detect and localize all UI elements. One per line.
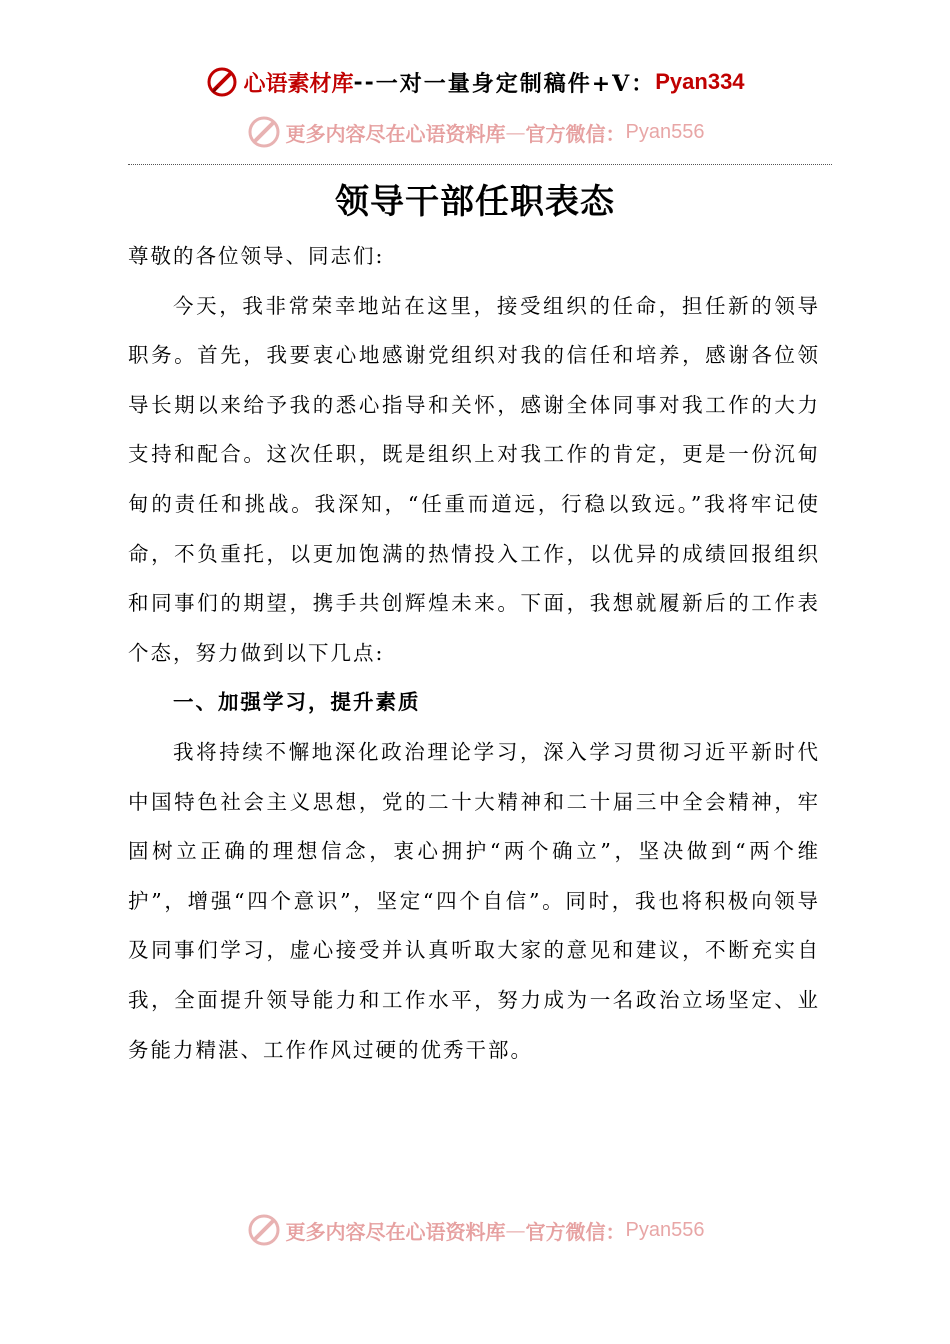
watermark-main: 更多内容尽在心语资料库 xyxy=(285,121,506,146)
watermark-label: 官方微信： xyxy=(525,121,626,146)
pen-logo-icon xyxy=(246,114,282,150)
intro-paragraph: 今天，我非常荣幸地站在这里，接受组织的任命，担任新的领导职务。首先，我要衷心地感谢党组织对我的信任和培养，感谢各位领导长期以来给予我的悉心指导和关怀，感谢全体同事对我工作的大力支持和配合。这次任职，既是组织上对我工作的肯定，更是一份沉甸甸的责任和挑战。我深知，“任重而道远，行稳以致远。”我将牢记使命，不负重托，以更加饱满的热情投入工作，以优异的成绩回报组织和同事们的期望，携手共创辉煌未来。下面，我想就履新后的工作表个态，努力做到以下几点: xyxy=(128,293,820,665)
header-dashes: -- xyxy=(353,69,376,95)
watermark-top xyxy=(0,112,950,152)
document-body xyxy=(128,232,820,1075)
watermark-separator: — xyxy=(505,120,526,144)
header-service: 一对一量身定制稿件+V： xyxy=(375,70,656,97)
watermark-label: 官方微信： xyxy=(525,1219,626,1244)
header-divider xyxy=(128,164,832,165)
pen-logo-icon xyxy=(246,1212,282,1248)
section-1-heading: 一、加强学习，提升素质 xyxy=(173,690,421,715)
header-contact: Pyan334 xyxy=(655,69,745,94)
section-1-paragraph: 我将持续不懈地深化政治理论学习，深入学习贯彻习近平新时代中国特色社会主义思想，党的二十大精神和二十届三中全会精神，牢固树立正确的理想信念，衷心拥护“两个确立”，坚决做到“两个维护”，增强“四个意识”，坚定“四个自信”。同时，我也将积极向领导及同事们学习，虚心接受并认真听取大家的意见和建议，不断充实自我，全面提升领导能力和工作水平，努力成为一名政治立场坚定、业务能力精湛、工作作风过硬的优秀干部。 xyxy=(128,739,820,1062)
watermark-bottom xyxy=(0,1210,950,1250)
document-title: 领导干部任职表态 xyxy=(335,182,615,222)
salutation: 尊敬的各位领导、同志们: xyxy=(128,244,385,268)
watermark-contact: Pyan556 xyxy=(625,120,705,143)
pen-logo-icon xyxy=(205,65,239,99)
watermark-separator: — xyxy=(505,1218,526,1242)
header-banner xyxy=(0,62,950,102)
watermark-main: 更多内容尽在心语资料库 xyxy=(285,1219,506,1244)
watermark-contact: Pyan556 xyxy=(625,1218,705,1241)
header-brand: 心语素材库 xyxy=(243,70,354,97)
